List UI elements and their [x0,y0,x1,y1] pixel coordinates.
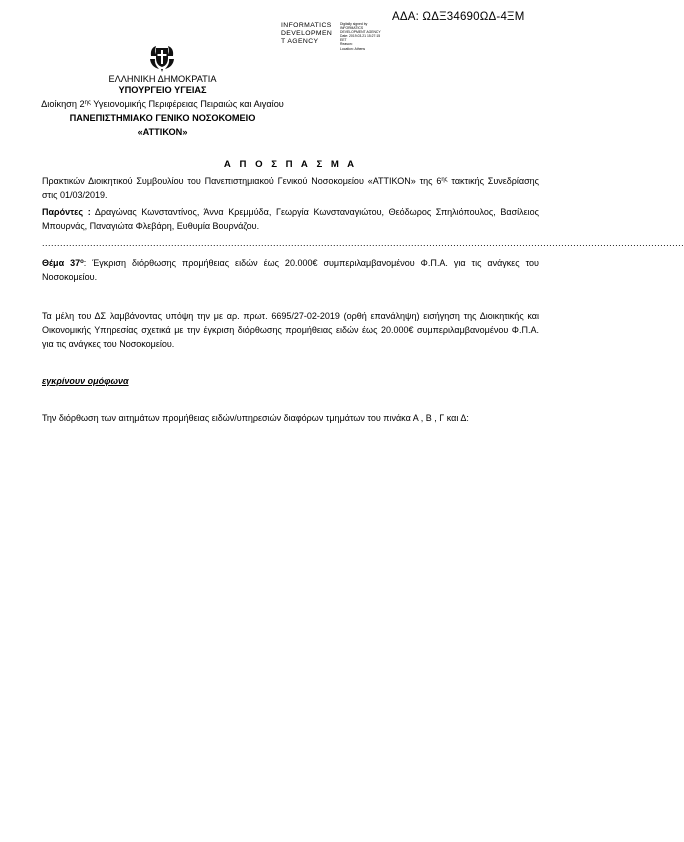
subject-label-sup: ο [80,259,84,265]
header-admin-sup: ης [84,100,91,106]
present-label: Παρόντες : [42,207,91,217]
ada-code: ΑΔΑ: ΩΔΞ34690ΩΔ-4ΞΜ [392,11,525,23]
signature-line: Location: Athens [340,46,366,51]
present-names: Δραγώνας Κωνσταντίνος, Άννα Κρεμμύδα, Γεωργία Κωνσταναγιώτου, Θεόδωρος Σπηλιόπουλος, Βασίλειος Μπουρνάς, Παναγιώτα Φλεβάρη, Ευθυμία Βουρνάζου. [42,207,540,231]
present-paragraph [42,205,539,233]
digital-signature-details [340,22,381,51]
approval-statement [42,374,539,388]
subject-text: : Έγκριση διόρθωσης προμήθειας ειδών έως 20.000€ συμπεριλαμβανομένου Φ.Π.Α. για τις ανάγκες του Νοσοκομείου. [42,258,539,282]
signature-line: Date: 2019.03.21 15:27:15 [340,34,381,39]
signature-line: EET [340,38,347,43]
approval-text: εγκρίνουν ομόφωνα [42,376,129,386]
signature-line: DEVELOPMENT AGENCY [340,30,381,35]
minutes-paragraph [42,173,539,202]
header-hospital: ΠΑΝΕΠΙΣΤΗΜΙΑΚΟ ΓΕΝΙΚΟ ΝΟΣΟΚΟΜΕΙΟ [69,113,256,123]
document-title: Α Π Ο Σ Π Α Σ Μ Α [223,159,358,170]
body-paragraph: Τα μέλη του ΔΣ λαμβάνοντας υπόψη την με αρ. πρωτ. 6695/27-02-2019 (ορθή επανάληψη) εισήγηση της Διοικητικής και Οικονομικής Υπηρεσίας σχετικά με την έγκριση διόρθωσης προμήθειας ειδών έως 20.000€ συμπεριλαμβανομένου Φ.Π.Α. για τις ανάγκες του Νοσοκομείου. [42,311,539,349]
digital-stamp-org [281,22,332,46]
signature-line: Reason: [340,42,353,47]
stamp-org-line: T AGENCY [281,38,319,45]
signature-line: Digitally signed by [340,22,368,26]
signature-line: INFORMATICS [340,26,364,31]
header-hospital-name: «ΑΤΤΙΚΟΝ» [137,127,188,137]
header-administration [20,99,305,109]
subject-label-text: Θέμα 37 [42,258,81,268]
minutes-post: τακτικής Συνεδρίασης στις 01/03/2019. [42,176,539,200]
subject-label [42,258,84,268]
greek-emblem-icon [148,42,176,72]
minutes-sup: ης [441,177,448,183]
header-admin-post: Υγειονομικής Περιφέρειας Πειραιώς και Αιγαίου [90,99,284,109]
stamp-org-line: DEVELOPMEN [281,30,333,37]
stamp-org-line: INFORMATICS [281,22,332,29]
final-paragraph: Την διόρθωση των αιτημάτων προμήθειας ειδών/υπηρεσιών διαφόρων τμημάτων του πινάκα Α , Β , Γ και Δ: [42,413,469,423]
header-ministry: ΥΠΟΥΡΓΕΙΟ ΥΓΕΙΑΣ [118,85,207,95]
header-admin-pre: Διοίκηση 2 [41,99,85,109]
header-republic: ΕΛΛΗΝΙΚΗ ΔΗΜΟΚΡΑΤΙΑ [108,74,217,84]
subject-paragraph [42,255,539,284]
dotted-separator: ...................................................................................................................................................................................................................... [42,238,684,248]
minutes-pre: Πρακτικών Διοικητικού Συμβουλίου του Πανεπιστημιακού Γενικού Νοσοκομείου «ΑΤΤΙΚΟΝ» της 6 [42,176,442,186]
